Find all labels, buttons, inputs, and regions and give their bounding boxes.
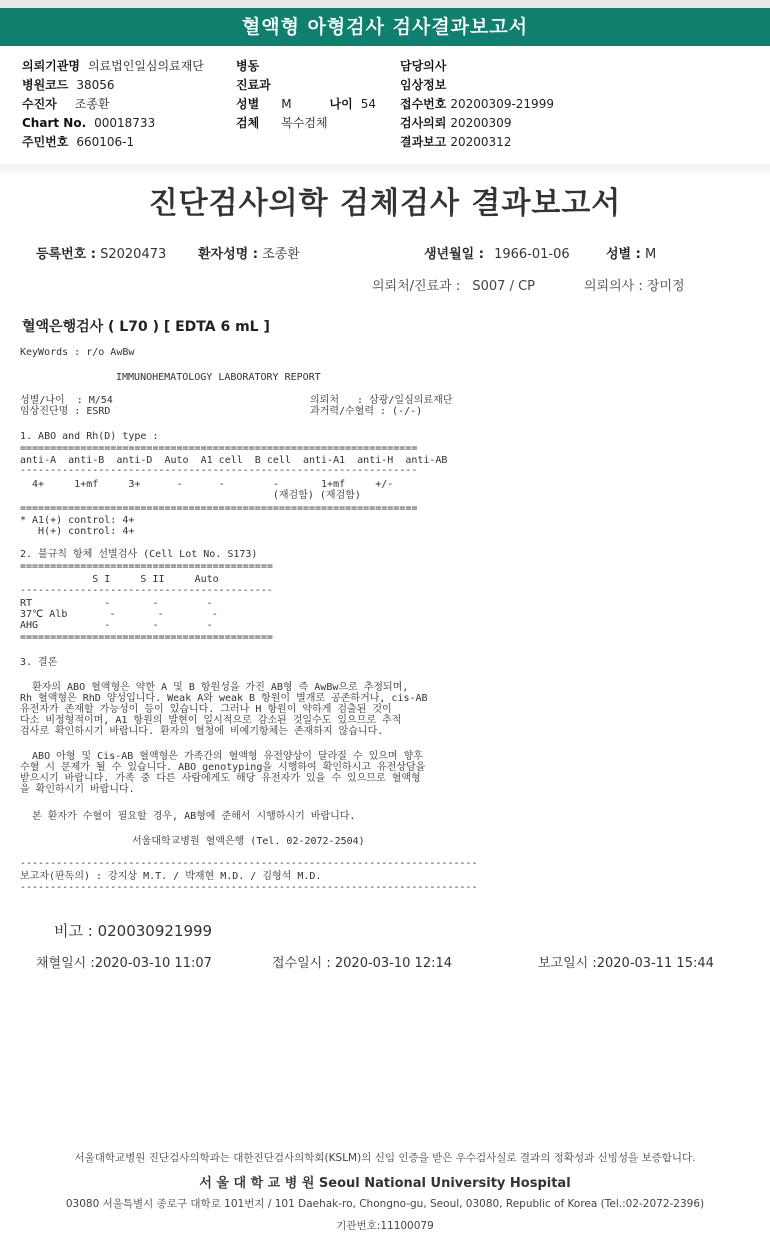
section-divider <box>0 164 770 176</box>
receipt-datetime: 접수일시 : 2020-03-10 12:14 <box>272 956 453 971</box>
requesting-doctor <box>584 275 685 294</box>
irregular-antibody-title: 2. 불규칙 항체 선별검사 (Cell Lot No. S173) <box>20 549 258 560</box>
irregular-rule-bottom: ========================================== <box>20 632 273 643</box>
document-title: 진단검사의학 검체검사 결과보고서 <box>148 186 622 221</box>
accreditation-statement: 서울대학교병원 진단검사의학과는 대한진단검사의학회(KSLM)의 신임 인증을 받은 우수검사실로 결과의 정확성과 신빙성을 보증합니다. <box>74 1152 696 1164</box>
hospital-code-label: 병원코드 <box>22 78 69 92</box>
requesting-department-value: S007 / CP <box>472 279 536 294</box>
abo-table-values: 4+ 1+mf 3+ - - - 1+mf +/- <box>20 479 394 490</box>
hospital-name: 서 울 대 학 교 병 원 Seoul National University Hospital <box>199 1176 571 1191</box>
hospital-code-value: 38056 <box>76 78 115 92</box>
conclusion-line-10: 본 환자가 수혈이 필요할 경우, AB형에 준해서 시행하시기 바랍니다. <box>20 811 356 822</box>
keywords-line: KeyWords : r/o AwBw <box>20 347 135 358</box>
requesting-department-label: 의뢰처/진료과 : <box>372 279 461 294</box>
sex-header-label: 성별 : <box>606 247 641 262</box>
registration-number-value: S2020473 <box>100 247 167 262</box>
sex-header-value: M <box>644 247 657 262</box>
result-report-label: 결과보고 <box>400 135 447 149</box>
abo-rule-bottom: ================================================================== <box>20 503 418 514</box>
history-line: 과거력/수혈력 : (-/-) <box>310 406 423 417</box>
abo-table-notes: (재검함) (재검함) <box>20 490 361 501</box>
sex <box>606 243 656 262</box>
attending-doctor-label: 담당의사 <box>400 59 447 73</box>
age-value: 54 <box>360 97 377 111</box>
ward-label: 병동 <box>236 59 260 73</box>
registration-number-label: 등록번호 : <box>36 247 96 262</box>
irregular-row-ahg: AHG - - - <box>20 620 213 631</box>
age-label: 나이 <box>329 97 353 111</box>
registration-number <box>36 243 166 262</box>
info-column-2 <box>236 58 376 134</box>
conclusion-line-6: ABO 아형 및 Cis-AB 혈액형은 가족간의 혈액형 유전양상이 달라질 수 있으며 향후 <box>20 751 423 762</box>
irregular-row-37c: 37℃ Alb - - - <box>20 609 218 620</box>
institution-code: 기관번호:11100079 <box>336 1220 434 1232</box>
conclusion-line-9: 을 확인하시기 바랍니다. <box>20 784 135 795</box>
memo-line: 비고 : 020030921999 <box>54 922 213 940</box>
patient-value: 조종환 <box>74 97 110 111</box>
diagnosis-line: 임상진단명 : ESRD <box>20 406 111 417</box>
sex-value: M <box>281 97 292 111</box>
receipt-number-value: 20200309-21999 <box>450 97 554 111</box>
requesting-doctor-label: 의뢰의사 : <box>584 279 643 294</box>
reporter-line: 보고자(판독의) : 강지상 M.T. / 박재현 M.D. / 김형석 M.D. <box>20 871 322 882</box>
birth-date-value: 1966-01-06 <box>494 247 570 262</box>
receipt-number-label: 접수번호 <box>400 97 447 111</box>
blood-bank-contact: 서울대학교병원 혈액은행 (Tel. 02-2072-2504) <box>132 836 365 847</box>
patient-name-value: 조종환 <box>262 247 300 262</box>
chart-no-value: 00018733 <box>94 116 156 130</box>
requesting-institution-label: 의뢰기관명 <box>22 59 80 73</box>
request-origin-line: 의뢰처 : 삼광/일심의료재단 <box>310 395 453 406</box>
irregular-row-rt: RT - - - <box>20 598 213 609</box>
conclusion-title: 3. 결론 <box>20 657 58 668</box>
birth-date <box>424 243 570 262</box>
abo-rule-top: ================================================================== <box>20 443 418 454</box>
report-datetime: 보고일시 :2020-03-11 15:44 <box>538 956 714 971</box>
info-column-1 <box>22 58 204 153</box>
abo-rule-mid: ------------------------------------------------------------------ <box>20 465 418 476</box>
info-column-3 <box>400 58 554 153</box>
blood-bank-test-title: 혈액은행검사 ( L70 ) [ EDTA 6 mL ] <box>22 319 270 335</box>
specimen-label: 검체 <box>236 116 260 130</box>
top-strip <box>0 0 770 8</box>
resident-number-value: 660106-1 <box>76 135 135 149</box>
conclusion-line-5: 검사로 확인하시기 바랍니다. 환자의 혈청에 비예기항체는 존재하지 않습니다. <box>20 726 384 737</box>
patient-label: 수진자 <box>22 97 57 111</box>
abo-table-header: anti-A anti-B anti-D Auto A1 cell B cell anti-A1 anti-H anti-AB <box>20 455 448 466</box>
conclusion-line-3: 유전자가 존재할 가능성이 등이 있습니다. 그러나 H 항원이 약하게 검출된 것이 <box>20 704 392 715</box>
reporter-rule-top: ---------------------------------------------------------------------------- <box>20 858 478 869</box>
birth-date-label: 생년월일 : <box>424 247 484 262</box>
specimen-value: 복수검체 <box>281 116 328 130</box>
department-label: 진료과 <box>236 78 271 92</box>
report-banner-title: 혈액형 아형검사 검사결과보고서 <box>0 8 770 46</box>
requesting-institution-value: 의료법인일심의료재단 <box>87 59 204 73</box>
patient-name-label: 환자성명 : <box>198 247 258 262</box>
conclusion-line-2: Rh 혈액형은 RhD 양성입니다. Weak A와 weak B 항원이 별개로 공존하거나, cis-AB <box>20 693 428 704</box>
a1-control-line: * A1(+) control: 4+ <box>20 515 135 526</box>
conclusion-line-7: 수혈 시 문제가 될 수 있습니다. ABO genotyping을 시행하여 확인하시고 유전상담을 <box>20 762 426 773</box>
irregular-table-header: S I S II Auto <box>20 574 219 585</box>
lab-report-title: IMMUNOHEMATOLOGY LABORATORY REPORT <box>116 372 321 383</box>
hospital-address: 03080 서울특별시 종로구 대학로 101번지 / 101 Daehak-ro, Chongno-gu, Seoul, 03080, Republic of Korea (Tel.:02-2072-2396) <box>65 1198 705 1210</box>
requesting-department <box>372 275 535 294</box>
clinical-info-label: 임상정보 <box>400 78 447 92</box>
abo-section-title: 1. ABO and Rh(D) type : <box>20 431 159 442</box>
h-control-line: H(+) control: 4+ <box>20 526 135 537</box>
sex-age-line: 성별/나이 : M/54 <box>20 395 113 406</box>
sex-label: 성별 <box>236 97 260 111</box>
chart-no-label: Chart No. <box>22 116 87 130</box>
irregular-rule-top: ========================================== <box>20 561 273 572</box>
conclusion-line-4: 다소 비정형적이며, A1 항원의 발현이 일시적으로 감소된 것일수도 있으므로 추적 <box>20 715 402 726</box>
requesting-doctor-value: 장미정 <box>646 279 685 294</box>
test-request-label: 검사의뢰 <box>400 116 447 130</box>
patient-name <box>198 243 300 262</box>
resident-number-label: 주민번호 <box>22 135 69 149</box>
conclusion-line-8: 받으시기 바랍니다. 가족 중 다른 사람에게도 해당 유전자가 있을 수 있으므로 혈액형 <box>20 773 421 784</box>
collection-datetime: 채혈일시 :2020-03-10 11:07 <box>36 956 212 971</box>
test-request-value: 20200309 <box>450 116 512 130</box>
reporter-rule-bottom: ---------------------------------------------------------------------------- <box>20 882 478 893</box>
irregular-rule-mid: ------------------------------------------ <box>20 585 273 596</box>
result-report-value: 20200312 <box>450 135 512 149</box>
conclusion-line-1: 환자의 ABO 혈액형은 약한 A 및 B 항원성을 가진 AB형 즉 AwBw으로 추정되며, <box>20 682 409 693</box>
